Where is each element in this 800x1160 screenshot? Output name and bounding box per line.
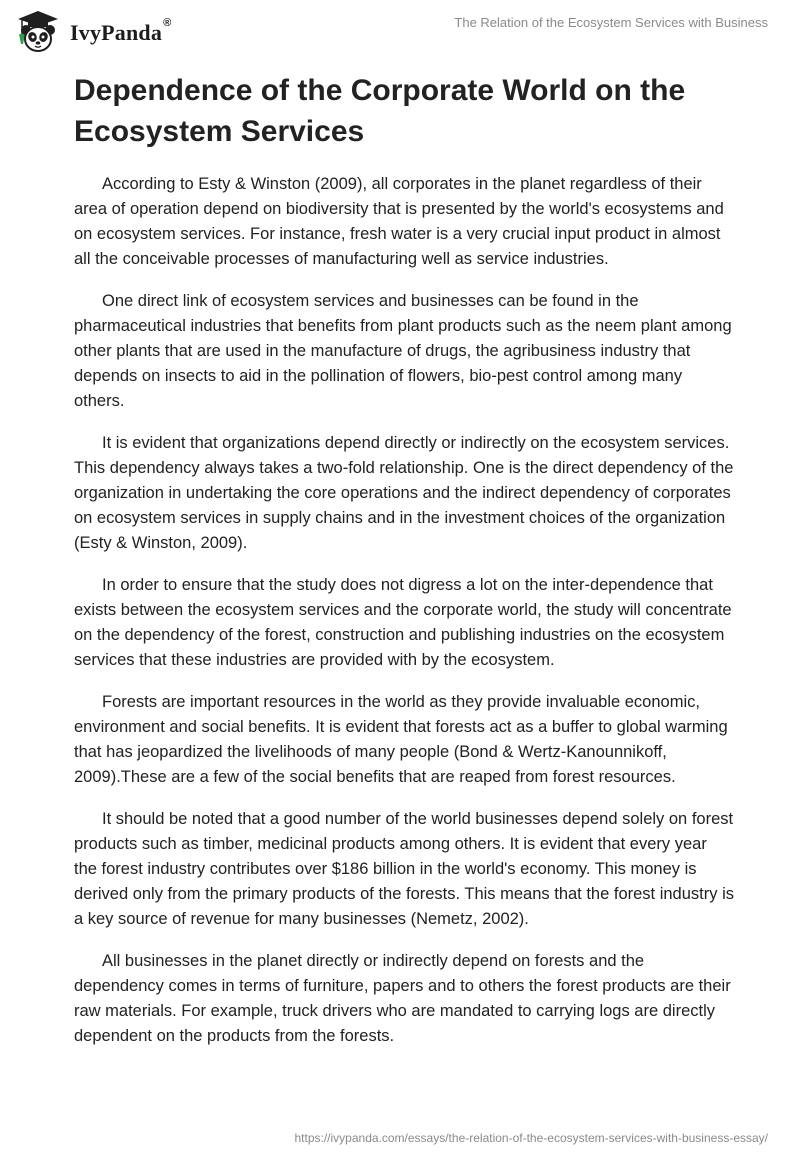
registered-mark: ®	[163, 17, 172, 29]
paragraph: It is evident that organizations depend directly or indirectly on the ecosystem services. This dependency always takes a two-fold relationship. One is the direct dependency of the organization in undertaking the core operations and the indirect dependency of corporates on ecosystem services in supply chains and in the investment choices of the organization (Esty & Winston, 2009).	[74, 434, 734, 552]
paragraph: In order to ensure that the study does not digress a lot on the inter-dependence that exists between the ecosystem services and the corporate world, the study will concentrate on the dependency of the forest, construction and publishing industries on the ecosystem services that these industries are provided with by the ecosystem.	[74, 576, 732, 669]
page-title: Dependence of the Corporate World on the Ecosystem Services	[74, 74, 686, 148]
paragraph: One direct link of ecosystem services and businesses can be found in the pharmaceutical industries that benefits from plant products such as the neem plant among other plants that are used in the manufacture of drugs, the agribusiness industry that depends on insects to aid in the pollination of flowers, bio-pest control among many others.	[74, 292, 732, 410]
logo-wordmark: IvyPanda®	[70, 17, 172, 45]
paragraph: All businesses in the planet directly or indirectly depend on forests and the dependency comes in terms of furniture, papers and to others the forest products are their raw materials. For example, truck drivers who are mandated to carrying logs are directly dependent on the products from the forests.	[74, 952, 731, 1045]
panda-graduate-icon	[14, 10, 62, 54]
running-header-title: The Relation of the Ecosystem Services with Business	[454, 15, 768, 30]
ivypanda-logo[interactable]	[14, 10, 171, 54]
source-url-link[interactable]: https://ivypanda.com/essays/the-relation-of-the-ecosystem-services-with-business-essay/	[294, 1131, 768, 1145]
paragraph: According to Esty & Winston (2009), all corporates in the planet regardless of their area of operation depend on biodiversity that is presented by the world's ecosystems and on ecosystem services. For instance, fresh water is a very crucial input product in almost all the conceivable processes of manufacturing well as service industries.	[74, 175, 724, 268]
paragraph: It should be noted that a good number of the world businesses depend solely on forest products such as timber, medicinal products among others. It is evident that every year the forest industry contributes over $186 billion in the world's economy. This money is derived only from the primary products of the forests. This means that the forest industry is a key source of revenue for many businesses (Nemetz, 2002).	[74, 810, 734, 928]
paragraph: Forests are important resources in the world as they provide invaluable economic, environment and social benefits. It is evident that forests act as a buffer to global warming that has jeopardized the livelihoods of many people (Bond & Wertz-Kanounnikoff, 2009).These are a few of the social benefits that are reaped from forest resources.	[74, 693, 728, 786]
article-body	[74, 172, 734, 1066]
page-header	[0, 0, 800, 64]
